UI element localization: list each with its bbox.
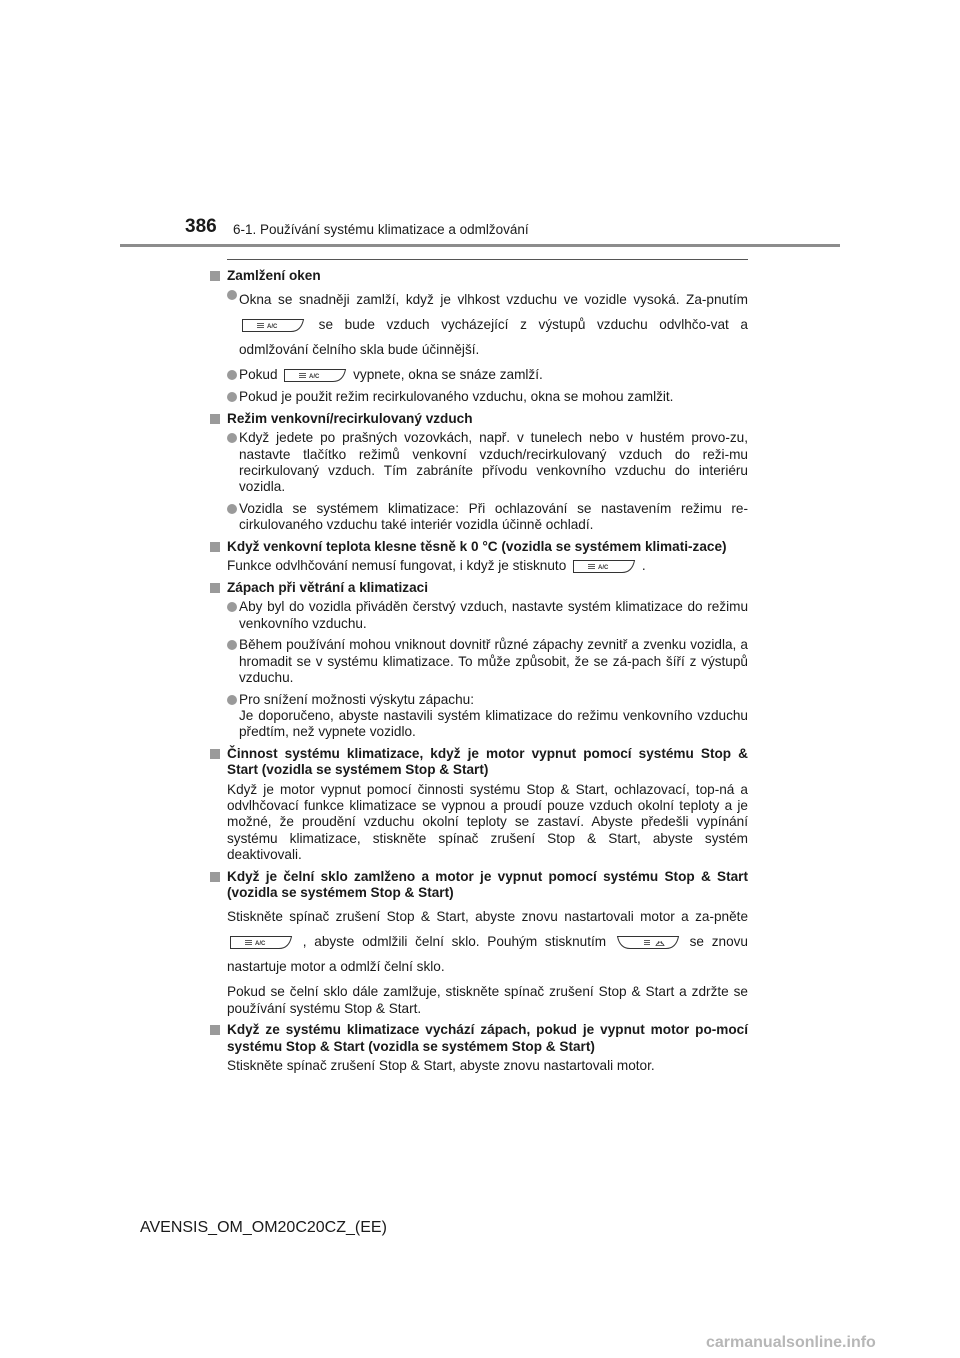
square-bullet-icon (210, 271, 220, 281)
ac-button-icon (572, 558, 636, 575)
section-air-mode (207, 411, 748, 534)
ac-button-icon (241, 317, 305, 334)
bullet-item (227, 501, 748, 534)
bullet-item (227, 287, 748, 362)
content (207, 268, 748, 1079)
bullet-text: Když jedete po prašných vozovkách, např. v tunelech nebo v hustém provo-zu, nastavte tlačítko režimů venkovní vzduch/recirkulovaný vzduch do reži-mu recirkulovaný vzduch. Tím zabráníte přívodu venkovního vzduchu do interiéru vozidla. (239, 430, 748, 495)
square-bullet-icon (210, 749, 220, 759)
bullet-text: Je doporučeno, abyste nastavili systém klimatizace do režimu venkovního vzduchu předtím, než vypnete vozidlo. (239, 707, 748, 740)
bullet-item (227, 599, 748, 632)
round-bullet-icon (227, 602, 237, 612)
windshield-defroster-button-icon (616, 934, 680, 951)
chapter-title: 6-1. Používání systému klimatizace a odmlžování (233, 222, 529, 237)
paragraph: Pokud se čelní sklo dále zamlžuje, stiskněte spínač zrušení Stop & Start a zdržte se používání systému Stop & Start. (227, 984, 748, 1016)
section-title: Když ze systému klimatizace vychází zápach, pokud je vypnut motor po-mocí systému Stop & Start (vozidla se systémem Stop & Start) (227, 1022, 748, 1054)
ac-button-label: A/C (255, 941, 266, 948)
section-stop-start-fog (207, 869, 748, 1018)
square-bullet-icon (210, 583, 220, 593)
ac-button-icon (229, 934, 293, 951)
section-stop-start-odor (207, 1022, 748, 1074)
bullet-text: Pro snížení možnosti výskytu zápachu: (239, 691, 474, 707)
round-bullet-icon (227, 370, 237, 380)
section-title: Když venkovní teplota klesne těsně k 0 °C (vozidla se systémem klimati-zace) (227, 538, 727, 554)
square-bullet-icon (210, 414, 220, 424)
bullet-item (227, 692, 748, 741)
section-title: Zamlžení oken (227, 268, 321, 283)
square-bullet-icon (210, 872, 220, 882)
paragraph-text: Stiskněte spínač zrušení Stop & Start, abyste znovu nastartovali motor a za-pněte (227, 909, 748, 925)
bullet-text: Okna se snadněji zamlží, když je vlhkost vzduchu ve vozidle vysoká. Za-pnutím (239, 292, 748, 308)
section-window-fogging (207, 268, 748, 406)
paragraph: Když je motor vypnut pomocí činnosti systému Stop & Start, ochlazovací, top-ná a odvlhčovací funkce klimatizace se vypnou a proudí pouze vzduch okolní teploty a je možné, že proudění vzduchu okolní teploty se zastaví. Abyste předešli vypínání systému klimatizace, stiskněte spínač zrušení Stop & Start, abyste systém deaktivovali. (227, 781, 748, 863)
paragraph-text: , abyste odmlžili čelní sklo. Pouhým stisknutím (302, 934, 607, 950)
bullet-item (227, 389, 748, 405)
ac-button-label: A/C (598, 565, 609, 572)
paragraph (227, 558, 748, 575)
ac-button-icon (283, 367, 347, 384)
paragraph: Stiskněte spínač zrušení Stop & Start, abyste znovu nastartovali motor. (227, 1058, 655, 1073)
bullet-text: Aby byl do vozidla přiváděn čerstvý vzduch, nastavte systém klimatizace do režimu venkovního vzduchu. (239, 599, 748, 631)
bullet-text: Pokud (239, 367, 278, 383)
paragraph (227, 904, 748, 979)
section-low-temperature (207, 539, 748, 575)
paragraph-text: . (641, 558, 646, 574)
section-title: Zápach při větrání a klimatizaci (227, 580, 428, 596)
round-bullet-icon (227, 392, 237, 402)
bullet-text: vypnete, okna se snáze zamlží. (353, 367, 543, 383)
bullet-item (227, 637, 748, 686)
bullet-text: se bude vzduch vycházející z výstupů vzduchu odvlhčo-vat a odmlžování čelního skla bude účinnější. (239, 317, 748, 358)
square-bullet-icon (210, 542, 220, 552)
bullet-text: Pokud je použit režim recirkulovaného vzduchu, okna se mohou zamlžit. (239, 389, 674, 405)
section-odor (207, 580, 748, 741)
round-bullet-icon (227, 640, 237, 650)
section-stop-start-ac (207, 746, 748, 864)
content-divider (227, 259, 748, 260)
bullet-item (227, 367, 748, 384)
page-number: 386 (185, 216, 217, 237)
paragraph-text: se znovu nastartuje motor a odmlží čelní sklo. (227, 934, 748, 975)
round-bullet-icon (227, 290, 237, 300)
ac-button-label: A/C (309, 374, 320, 381)
watermark: carmanualsonline.info (706, 1334, 876, 1351)
bullet-text: Během používání mohou vniknout dovnitř různé zápachy zevnitř a zvenku vozidla, a hromadit se v systému klimatizace. To může způsobit, že se zá-pach šíří z výstupů vzduchu. (239, 637, 748, 686)
round-bullet-icon (227, 433, 237, 443)
document-code: AVENSIS_OM_OM20C20CZ_(EE) (140, 1219, 387, 1236)
section-title: Činnost systému klimatizace, když je motor vypnut pomocí systému Stop & Start (vozidla se systémem Stop & Start) (227, 745, 748, 778)
bullet-text: Vozidla se systémem klimatizace: Při ochlazování se nastavením režimu re-cirkulovaného vzduchu také interiér vozidla účinně ochladí. (239, 500, 748, 533)
round-bullet-icon (227, 695, 237, 705)
square-bullet-icon (210, 1025, 220, 1035)
ac-button-label: A/C (267, 324, 278, 331)
bullet-item (227, 430, 748, 496)
header-divider (120, 244, 840, 247)
section-title: Režim venkovní/recirkulovaný vzduch (227, 410, 473, 426)
paragraph-text: Funkce odvlhčování nemusí fungovat, i když je stisknuto (227, 558, 567, 574)
section-title: Když je čelní sklo zamlženo a motor je vypnut pomocí systému Stop & Start (vozidla se systémem Stop & Start) (227, 868, 748, 900)
round-bullet-icon (227, 504, 237, 514)
